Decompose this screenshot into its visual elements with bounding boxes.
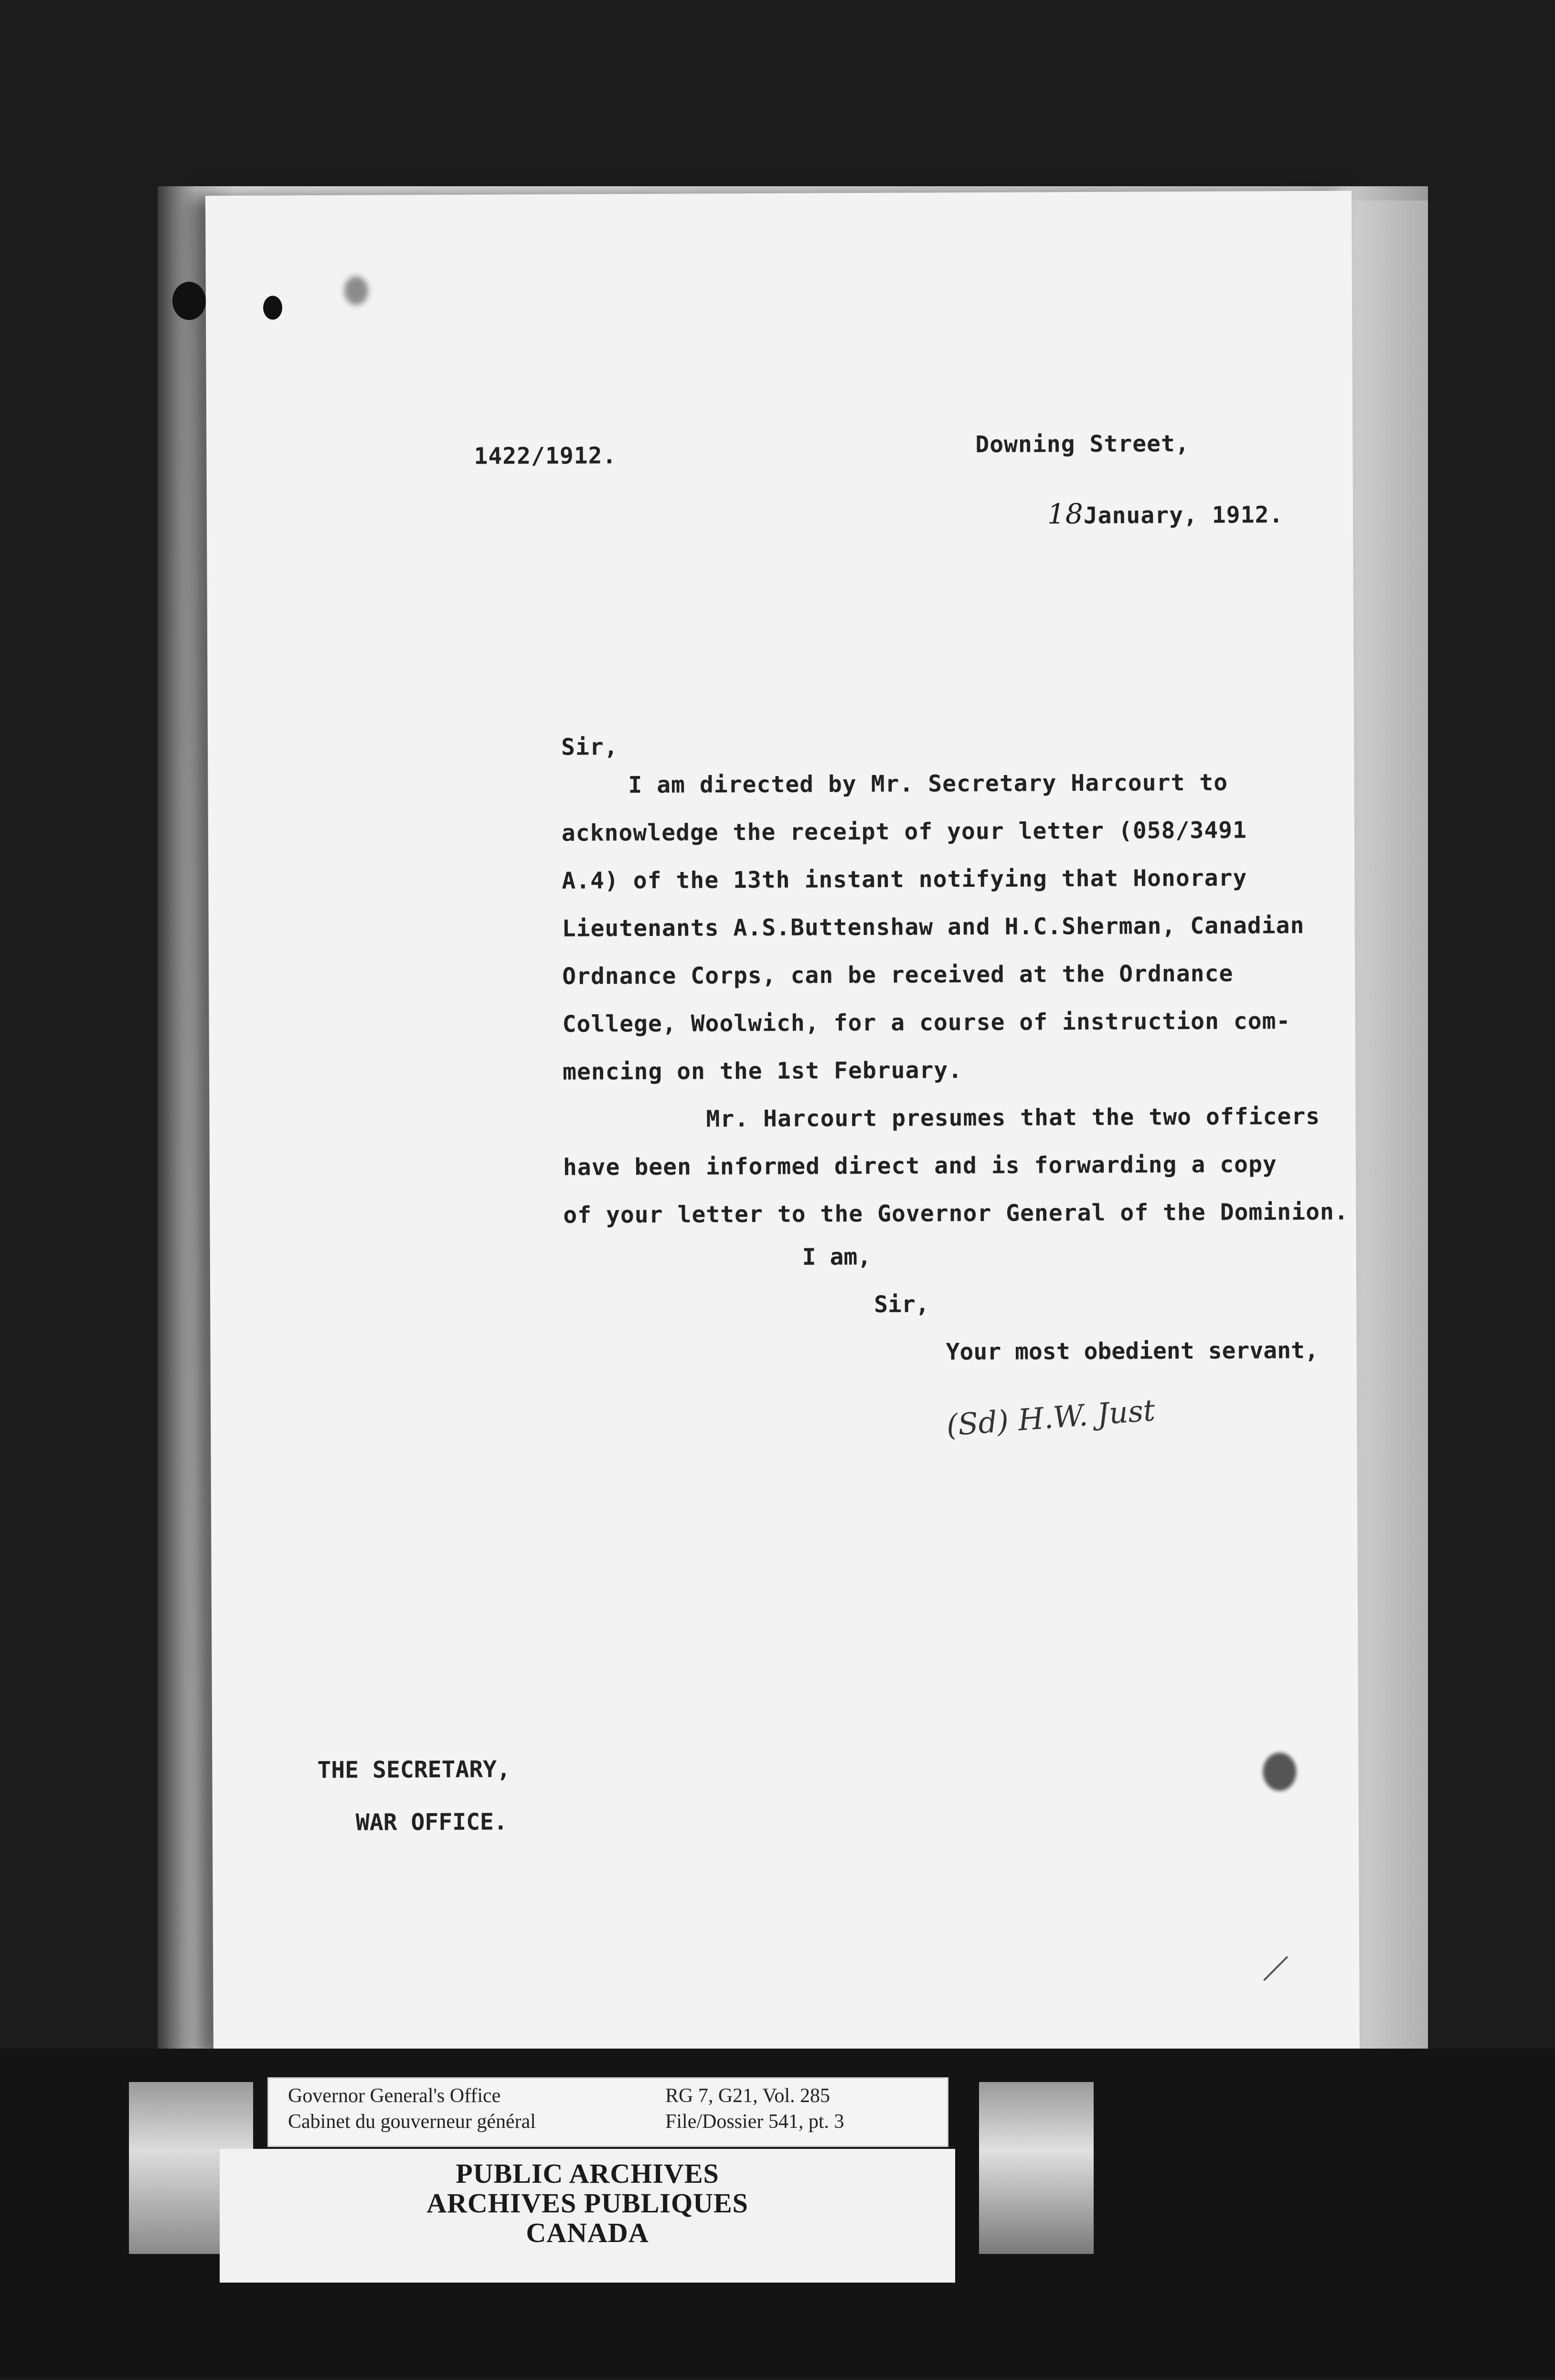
office-english: Governor General's Office xyxy=(288,2085,501,2107)
stamp-line-french: ARCHIVES PUBLIQUES xyxy=(426,2188,748,2219)
ink-smudge xyxy=(1263,1753,1296,1791)
body-line: I am directed by Mr. Secretary Harcourt to xyxy=(628,769,1228,799)
handwritten-signature: (Sd) H.W. Just xyxy=(945,1392,1157,1443)
closing-servant: Your most obedient servant, xyxy=(946,1337,1319,1366)
date-month-year: January, 1912. xyxy=(1083,501,1284,529)
file-dossier: File/Dossier 541, pt. 3 xyxy=(665,2111,844,2133)
body-line: Ordnance Corps, can be received at the Ordnance xyxy=(562,960,1234,990)
body-line: mencing on the 1st February. xyxy=(562,1057,963,1085)
addressee-office: WAR OFFICE. xyxy=(355,1808,508,1836)
stamp-line-country: CANADA xyxy=(526,2217,649,2248)
ink-smudge xyxy=(344,276,368,305)
closing-sir: Sir, xyxy=(874,1291,929,1318)
body-line: Mr. Harcourt presumes that the two officers xyxy=(706,1103,1321,1133)
pencil-mark xyxy=(1263,1956,1288,1981)
date-day-handwritten: 18 xyxy=(1047,497,1084,531)
salutation: Sir, xyxy=(561,733,618,761)
letter-body xyxy=(561,768,1373,1229)
closing-i-am: I am, xyxy=(802,1243,872,1271)
addressee-title: THE SECRETARY, xyxy=(317,1756,511,1784)
ink-blot xyxy=(263,296,282,319)
archive-stamp xyxy=(220,2149,955,2283)
body-line: of your letter to the Governor General of the Dominion. xyxy=(563,1198,1349,1229)
body-line: Lieutenants A.S.Buttenshaw and H.C.Sherman, Canadian xyxy=(562,912,1305,942)
body-line: College, Woolwich, for a course of instruction com- xyxy=(562,1008,1291,1038)
stamp-line-english: PUBLIC ARCHIVES xyxy=(456,2158,719,2189)
office-french: Cabinet du gouverneur général xyxy=(288,2111,536,2133)
letter-date xyxy=(1047,497,1284,530)
body-line: A.4) of the 13th instant notifying that Honorary xyxy=(562,864,1247,894)
letter-page xyxy=(205,191,1360,2058)
film-glare xyxy=(979,2082,1094,2254)
body-line: acknowledge the receipt of your letter (058/3491 xyxy=(561,817,1247,847)
record-group: RG 7, G21, Vol. 285 xyxy=(665,2085,831,2107)
body-line: have been informed direct and is forwarding a copy xyxy=(563,1151,1277,1181)
archive-reference-label xyxy=(267,2077,948,2147)
file-reference: 1422/1912. xyxy=(474,442,617,470)
sender-address: Downing Street, xyxy=(975,430,1190,458)
ink-blot xyxy=(172,282,206,320)
